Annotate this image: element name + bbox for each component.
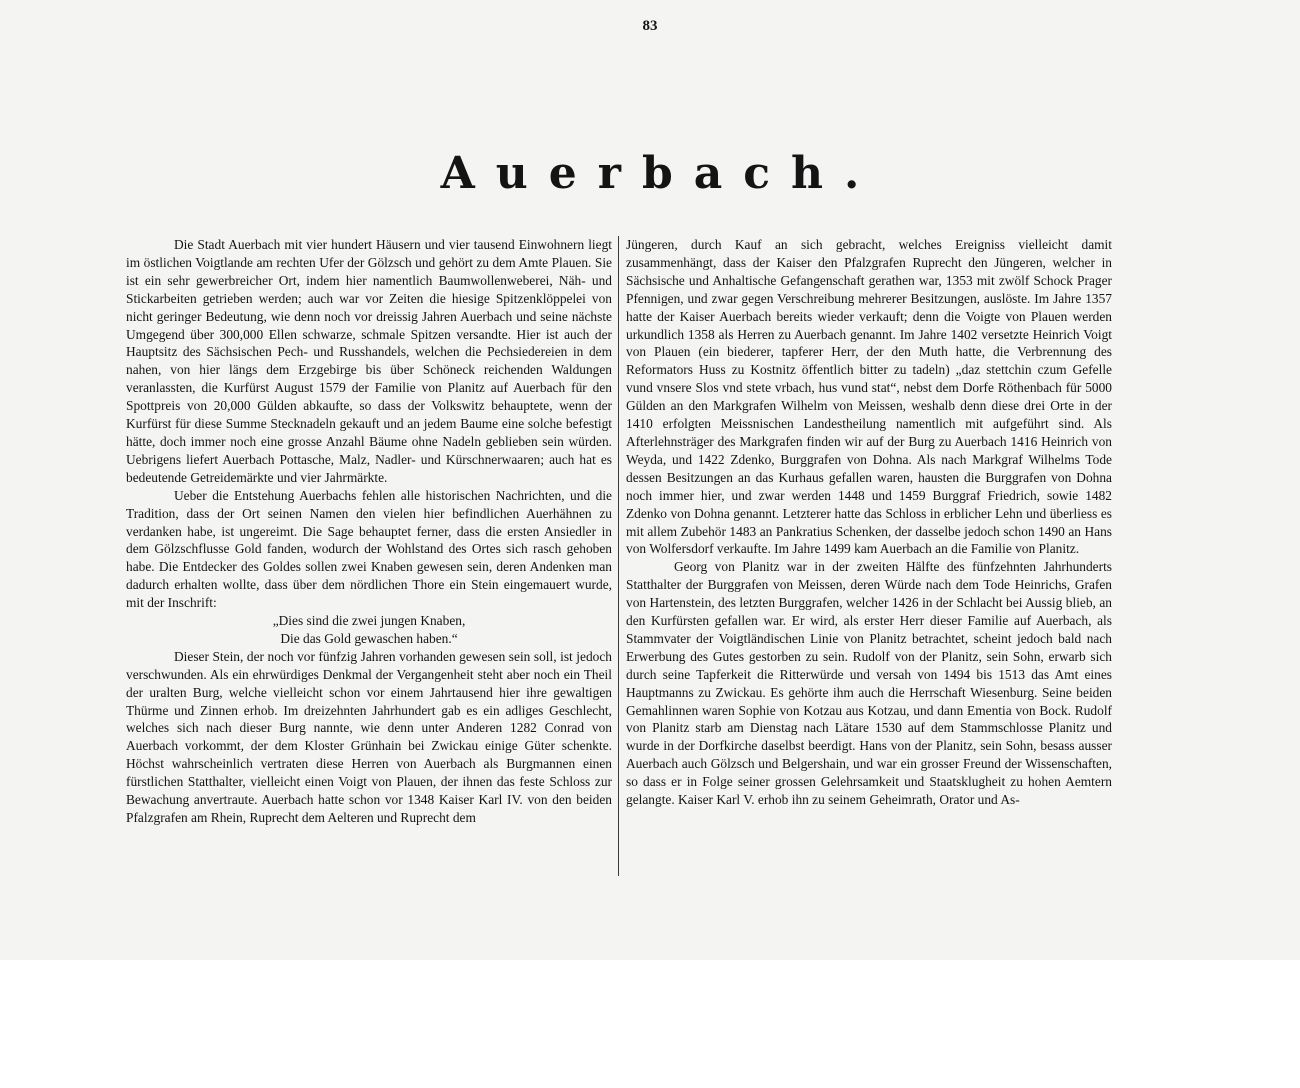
- paragraph: Ueber die Entstehung Auerbachs fehlen alle historischen Nachrichten, und die Tradition, dass der Ort seinen Namen den vielen hier befindlichen Auerhähnen zu verdanken habe, ist ungereimt. Die Sage behauptet ferner, dass die ersten Ansiedler in dem Gölzschflusse Gold fanden, wodurch der Wohlstand des Ortes sich rasch gehoben habe. Die Entdecker des Goldes sollen zwei Knaben gewesen sein, deren Andenken man dadurch erhalten wollte, dass über dem nördlichen Thore ein Stein eingemauert wurde, mit der Inschrift:: [126, 487, 612, 611]
- paragraph: Georg von Planitz war in der zweiten Hälfte des fünfzehnten Jahrhunderts Statthalter der Burggrafen von Meissen, deren Würde nach dem Tode Heinrichs, Grafen von Hartenstein, des letzten Burggrafen, welcher 1426 in der Schlacht bei Aussig blieb, an den Kurfürsten gefallen war. Er wird, als erster Herr dieser Familie auf Auerbach, als Stammvater der Voigtländischen Linie von Planitz betrachtet, scheint jedoch bald nach Erwerbung des Gutes gestorben zu sein. Rudolf von der Planitz, sein Sohn, erwarb sich durch seine Tapferkeit die Ritterwürde und versah von 1494 bis 1513 das Amt eines Hauptmanns zu Zwickau. Es gehörte ihm auch die Herrschaft Wiesenburg. Seine beiden Gemahlinnen waren Sophie von Kotzau aus Kotzau, und dann Ementia von Bock. Rudolf von Planitz starb am Dienstag nach Lätare 1530 auf dem Stammschlosse Planitz und wurde in der Dorfkirche daselbst beerdigt. Hans von der Planitz, sein Sohn, besass ausser Auerbach auch Gölzsch und Belgershain, und war ein grosser Freund der Wissenschaften, so dass er in Folge seiner grossen Gelehrsamkeit und Staatsklugheit zu hohen Aemtern gelangte. Kaiser Karl V. erhob ihn zu seinem Geheimrath, Orator und As-: [626, 559, 1112, 808]
- page-title: Auerbach.: [440, 148, 881, 199]
- paragraph: Dieser Stein, der noch vor fünfzig Jahren vorhanden gewesen sein soll, ist jedoch verschwunden. Als ein ehrwürdiges Denkmal der Vergangenheit steht aber noch ein Theil der uralten Burg, welche vielleicht schon vor einem Jahrtausend hier ihre gewaltigen Thürme und Zinnen erhob. Im dreizehnten Jahrhundert gab es ein adliges Geschlecht, welches sich nach dieser Burg nannte, wie denn unter Anderen 1282 Conrad von Auerbach vorkommt, der dem Kloster Grünhain bei Zwickau einige Güter schenkte. Höchst wahrscheinlich vertraten diese Herren von Auerbach als Burgmannen einen fürstlichen Statthalter, vielleicht einen Voigt von Plauen, der ihnen das feste Schloss zur Bewachung anvertraute. Auerbach hatte schon vor 1348 Kaiser Karl IV. von den beiden Pfalzgrafen am Rhein, Ruprecht dem Aelteren und Ruprecht dem: [126, 648, 612, 825]
- inscription-quote: [126, 612, 612, 648]
- paragraph: Jüngeren, durch Kauf an sich gebracht, welches Ereigniss vielleicht damit zusammenhängt, dass der Kaiser den Pfalzgrafen Ruprecht den Jüngeren, welcher in Sächsische und Anhaltische Gefangenschaft gerathen war, 1353 mit zwölf Schock Prager Pfennigen, und zwar gegen Verschreibung mehrerer Besitzungen, auslöste. Im Jahre 1357 hatte der Kaiser Auerbach bereits wieder verkauft; denn die Voigte von Plauen werden urkundlich 1358 als Herren zu Auerbach genannt. Im Jahre 1402 versetzte Heinrich Voigt von Plauen (ein biederer, tapferer Herr, der den Muth hatte, die Verbrennung des Reformators Huss zu Kostnitz öffentlich bitter zu tadeln) „daz stettchin czum Gefelle vund vnsere Slos vnd stete vrbach, hus vund stat“, nebst dem Dorfe Röthenbach für 5000 Gülden an den Markgrafen Wilhelm von Meissen, weshalb denn diese drei Orte in der 1410 erfolgten Meissnischen Landestheilung namentlich mit aufgeführt sind. Als Afterlehnsträger des Markgrafen finden wir auf der Burg zu Auerbach 1416 Heinrich von Weyda, und 1422 Zdenko, Burggrafen von Dohna. Als nach Markgraf Wilhelms Tode dessen Besitzungen an das Kurhaus gefallen waren, hausten die Burggrafen von Dohna noch immer hier, und zwar werden 1448 und 1459 Burggraf Friedrich, sowie 1482 Zdenko von Dohna genannt. Letzterer hatte das Schloss in erblicher Lehn und überliess es mit allem Zubehör 1483 an Pankratius Schenken, der dasselbe jedoch schon 1490 an Hans von Wolfersdorf verkaufte. Im Jahre 1499 kam Auerbach an die Familie von Planitz.: [626, 237, 1112, 557]
- column-divider: [618, 236, 619, 876]
- right-column: [626, 236, 1112, 809]
- bottom-margin: [0, 960, 1300, 1088]
- page-number: 83: [642, 18, 658, 34]
- quote-line: „Dies sind die zwei jungen Knaben,: [272, 613, 466, 629]
- left-column: [126, 236, 612, 827]
- paragraph: Die Stadt Auerbach mit vier hundert Häusern und vier tausend Einwohnern liegt im östlichen Voigtlande am rechten Ufer der Gölzsch und gehört zu dem Amte Plauen. Sie ist ein sehr gewerbreicher Ort, indem hier namentlich Baumwollenweberei, Näh- und Stickarbeiten getrieben werden; auch war vor Zeiten die hiesige Spitzenklöppelei von nicht geringer Bedeutung, wie denn noch vor dreissig Jahren Auerbach und seine nächste Umgegend über 300,000 Ellen schwarze, schmale Spitzen versandte. Hier ist auch der Hauptsitz des Sächsischen Pech- und Russhandels, welchen die Pechsiedereien in dem nahen, von hier längs dem Erzgebirge bis über Schöneck reichenden Waldungen veranlassten, die Kurfürst August 1579 der Familie von Planitz auf Auerbach für den Spottpreis von 20,000 Gülden abkaufte, so dass der Volkswitz behauptete, wenn der Kurfürst für diese Summe Stecknadeln gekauft und an jedem Baume eine solche befestigt hätte, doch immer noch eine grosse Anzahl Bäume ohne Nadeln geblieben sein würden. Uebrigens liefert Auerbach Pottasche, Malz, Nadler- und Kürschnerwaaren; auch hat es bedeutende Getreidemärkte und vier Jahrmärkte.: [126, 237, 612, 485]
- quote-line: Die das Gold gewaschen haben.“: [280, 630, 458, 646]
